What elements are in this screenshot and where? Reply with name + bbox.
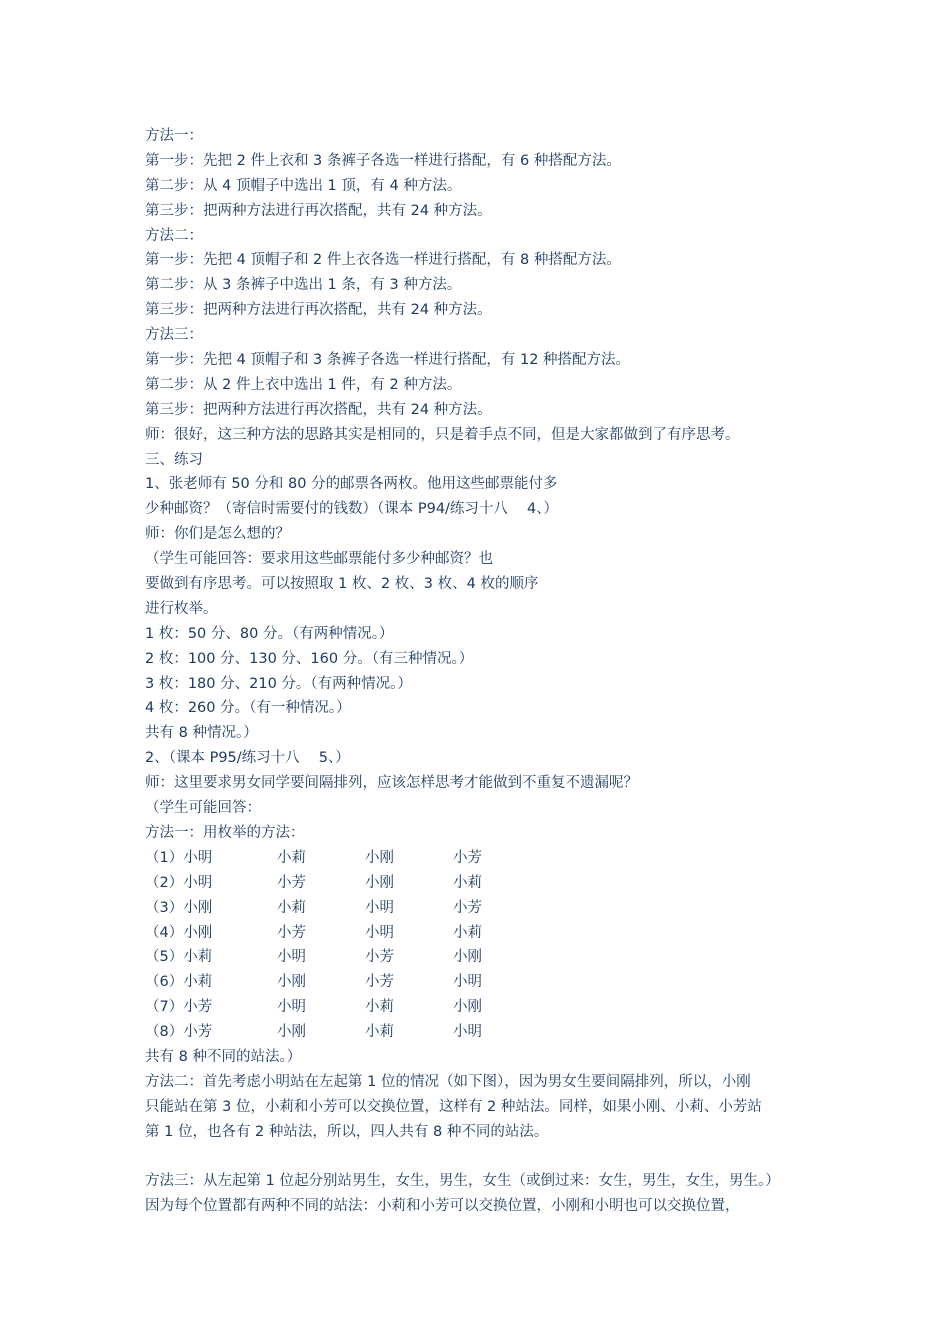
text-line: 第三步：把两种方法进行再次搭配，共有 24 种方法。 <box>145 302 492 319</box>
text-line: 第三步：把两种方法进行再次搭配，共有 24 种方法。 <box>145 401 492 418</box>
table-row <box>145 945 825 970</box>
table-cell: 小莉 <box>453 924 482 941</box>
table-row <box>145 1020 825 1045</box>
text-line: 第一步：先把 4 顶帽子和 3 条裤子各选一样进行搭配，有 12 种搭配方法。 <box>145 352 631 369</box>
table-cell: 小莉 <box>277 849 306 866</box>
table-cell: 小刚 <box>453 999 482 1016</box>
table-cell: 小明 <box>365 924 394 941</box>
text-line: 只能站在第 3 位，小莉和小芳可以交换位置，这样有 2 种站法。同样，如果小刚、小莉、小芳站 <box>145 1098 762 1115</box>
table-cell: 小刚 <box>365 849 394 866</box>
table-cell: 小芳 <box>453 899 482 916</box>
text-block-b <box>145 1045 825 1219</box>
table-cell: 小刚 <box>365 874 394 891</box>
text-line: 3 枚：180 分、210 分。（有两种情况。） <box>145 675 412 692</box>
table-cell: （6）小莉 <box>145 974 213 991</box>
text-line: 少种邮资？（寄信时需要付的钱数）（课本 P94/练习十八 4、） <box>145 501 559 518</box>
text-line: 方法三：从左起第 1 位起分别站男生，女生，男生，女生（或倒过来：女生，男生，女生，男生。） <box>145 1173 780 1190</box>
table-cell: （2）小明 <box>145 874 213 891</box>
text-line: 2、（课本 P95/练习十八 5、） <box>145 750 350 767</box>
text-block-a <box>145 124 825 846</box>
table-cell: 小芳 <box>277 924 306 941</box>
document-page <box>145 124 825 1219</box>
text-line: 方法一： <box>145 128 203 144</box>
table-cell: 小芳 <box>365 974 394 991</box>
table-cell: 小莉 <box>365 1024 394 1041</box>
text-line: 进行枚举。 <box>145 600 218 617</box>
text-line: 要做到有序思考。可以按照取 1 枚、2 枚、3 枚、4 枚的顺序 <box>145 576 539 593</box>
table-cell: 小刚 <box>277 974 306 991</box>
table-row <box>145 846 825 871</box>
table-cell: 小明 <box>453 974 482 991</box>
enumeration-table <box>145 846 825 1045</box>
text-line: （学生可能回答： <box>145 800 261 817</box>
text-line: 师：很好，这三种方法的思路其实是相同的，只是着手点不同，但是大家都做到了有序思考。 <box>145 426 740 443</box>
text-line: 方法二： <box>145 227 203 244</box>
table-cell: （7）小芳 <box>145 999 213 1016</box>
table-cell: 小明 <box>365 899 394 916</box>
table-row <box>145 970 825 995</box>
table-cell: 小芳 <box>365 949 394 966</box>
text-line: 三、练习 <box>145 451 203 468</box>
table-cell: （4）小刚 <box>145 924 213 941</box>
text-line: 第 1 位，也各有 2 种站法，所以，四人共有 8 种不同的站法。 <box>145 1123 549 1140</box>
text-line: 第三步：把两种方法进行再次搭配，共有 24 种方法。 <box>145 202 492 219</box>
table-cell: 小刚 <box>277 1024 306 1041</box>
text-line: 1 枚：50 分、80 分。（有两种情况。） <box>145 625 394 642</box>
table-cell: 小明 <box>453 1024 482 1041</box>
text-line: 因为每个位置都有两种不同的站法：小莉和小芳可以交换位置，小刚和小明也可以交换位置， <box>145 1198 740 1215</box>
text-line: 师：这里要求男女同学要间隔排列，应该怎样思考才能做到不重复不遗漏呢？ <box>145 775 638 792</box>
table-cell: 小明 <box>277 999 306 1016</box>
table-row <box>145 871 825 896</box>
table-cell: 小芳 <box>277 874 306 891</box>
table-cell: （8）小芳 <box>145 1024 213 1041</box>
blank-line <box>145 1145 825 1170</box>
text-line: 方法三： <box>145 327 203 344</box>
table-cell: 小刚 <box>453 949 482 966</box>
table-cell: 小莉 <box>277 899 306 916</box>
text-line: 共有 8 种情况。） <box>145 725 258 742</box>
table-cell: （3）小刚 <box>145 899 213 916</box>
text-line: 1、张老师有 50 分和 80 分的邮票各两枚。他用这些邮票能付多 <box>145 476 558 493</box>
text-line: 共有 8 种不同的站法。） <box>145 1048 302 1065</box>
text-line: 师：你们是怎么想的？ <box>145 526 290 543</box>
table-cell: 小莉 <box>453 874 482 891</box>
text-line: 第二步：从 4 顶帽子中选出 1 顶，有 4 种方法。 <box>145 177 462 194</box>
text-line: （学生可能回答：要求用这些邮票能付多少种邮资？也 <box>145 551 493 568</box>
table-row <box>145 896 825 921</box>
text-line: 第一步：先把 4 顶帽子和 2 件上衣各选一样进行搭配，有 8 种搭配方法。 <box>145 252 621 269</box>
table-cell: （5）小莉 <box>145 949 213 966</box>
table-cell: 小明 <box>277 949 306 966</box>
table-cell: 小莉 <box>365 999 394 1016</box>
table-row <box>145 995 825 1020</box>
table-cell: 小芳 <box>453 849 482 866</box>
text-line: 方法二：首先考虑小明站在左起第 1 位的情况（如下图），因为男女生要间隔排列，所以，小刚 <box>145 1073 751 1090</box>
text-line: 第二步：从 3 条裤子中选出 1 条，有 3 种方法。 <box>145 277 462 294</box>
text-line: 第一步：先把 2 件上衣和 3 条裤子各选一样进行搭配，有 6 种搭配方法。 <box>145 152 621 169</box>
text-line: 第二步：从 2 件上衣中选出 1 件，有 2 种方法。 <box>145 376 462 393</box>
table-cell: （1）小明 <box>145 849 213 866</box>
text-line: 4 枚：260 分。（有一种情况。） <box>145 700 351 717</box>
table-row <box>145 921 825 946</box>
text-line: 2 枚：100 分、130 分、160 分。（有三种情况。） <box>145 650 474 667</box>
text-line: 方法一：用枚举的方法： <box>145 824 305 841</box>
